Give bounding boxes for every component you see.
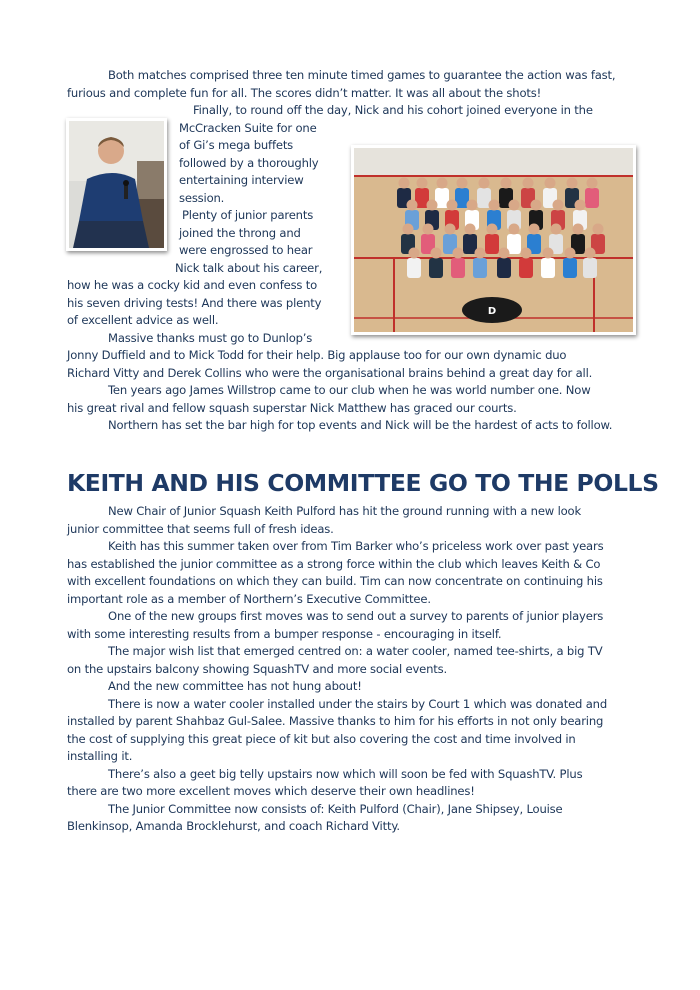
person-head — [523, 178, 534, 189]
section-line: on the upstairs balcony showing SquashTV and more social events. — [67, 661, 448, 676]
article-line: his seven driving tests! And there was plenty — [67, 295, 322, 310]
person-head — [551, 224, 562, 235]
section-line: One of the new groups first moves was to send out a survey to parents of junior players — [108, 609, 604, 623]
person-figure — [519, 258, 533, 278]
article-line: Jonny Duffield and to Mick Todd for their help. Big applause too for our own dynamic duo — [67, 348, 567, 362]
section-line: There is now a water cooler installed under the stairs by Court 1 which was donated and — [108, 696, 608, 711]
article-line: Finally, to round off the day, Nick and his cohort joined everyone in the — [193, 103, 593, 117]
person-head — [465, 224, 476, 235]
person-head — [509, 224, 520, 235]
person-head — [427, 200, 438, 211]
section-line: with excellent foundations on which they can build. Tim can now concentrate on continuing his — [67, 574, 603, 588]
person-head — [423, 224, 434, 235]
person-head — [567, 178, 578, 189]
person-head — [403, 224, 414, 235]
group-photo — [351, 145, 636, 335]
person-figure — [585, 188, 599, 208]
article-line: of excellent advice as well. — [67, 313, 219, 327]
person-figure — [451, 258, 465, 278]
person-figure — [485, 234, 499, 254]
person-head — [409, 248, 420, 259]
article-line: followed by a thoroughly — [179, 155, 319, 170]
section-line: And the new committee has not hung about! — [108, 679, 362, 693]
person-head — [479, 178, 490, 189]
person-head — [573, 224, 584, 235]
person-head — [529, 224, 540, 235]
person-head — [475, 248, 486, 259]
svg-text:D: D — [487, 306, 497, 317]
person-figure — [541, 258, 555, 278]
article-line: Nick talk about his career, — [175, 260, 323, 275]
person-head — [437, 178, 448, 189]
section-line: Blenkinsop, Amanda Brocklehurst, and coach Richard Vitty. — [67, 819, 400, 833]
person-head — [593, 224, 604, 235]
section-line: installed by parent Shahbaz Gul-Salee. Massive thanks to him for his efforts in not only bearing — [67, 714, 604, 728]
person-head — [543, 248, 554, 259]
person-head — [417, 178, 428, 189]
article-line: his great rival and fellow squash superstar Nick Matthew has graced our courts. — [67, 400, 517, 415]
person-head — [565, 248, 576, 259]
person-figure — [583, 258, 597, 278]
article-line: McCracken Suite for one — [179, 120, 317, 135]
section-line: with some interesting results from a bumper response - encouraging in itself. — [67, 626, 502, 641]
person-head — [447, 200, 458, 211]
person-head — [509, 200, 520, 211]
person-figure — [429, 258, 443, 278]
person-figure — [473, 258, 487, 278]
article-line: Ten years ago James Willstrop came to our club when he was world number one. Now — [108, 383, 591, 397]
section-line: The Junior Committee now consists of: Keith Pulford (Chair), Jane Shipsey, Louise — [108, 801, 563, 816]
section-line: Keith has this summer taken over from Tim Barker who’s priceless work over past years — [108, 539, 604, 553]
article-line: Both matches comprised three ten minute timed games to guarantee the action was fast, — [108, 68, 616, 82]
article-line: Plenty of junior parents — [182, 208, 314, 222]
person-head — [531, 200, 542, 211]
person-head — [445, 224, 456, 235]
portrait-photo — [66, 118, 167, 251]
person-figure — [563, 258, 577, 278]
person-figure — [497, 258, 511, 278]
article-line: of Gi’s mega buffets — [179, 138, 294, 152]
person-figure — [407, 258, 421, 278]
article-line: session. — [179, 190, 225, 205]
person-head — [453, 248, 464, 259]
person-head — [587, 178, 598, 189]
person-head — [399, 178, 410, 189]
article-line: Richard Vitty and Derek Collins who were the organisational brains behind a great day for all. — [67, 365, 593, 380]
person-head — [521, 248, 532, 259]
person-head — [553, 200, 564, 211]
section-line: installing it. — [67, 749, 133, 763]
article-line: entertaining interview — [179, 173, 304, 187]
section-line: The major wish list that emerged centred on: a water cooler, named tee-shirts, a big TV — [108, 644, 603, 658]
person-head — [487, 224, 498, 235]
section-line: There’s also a geet big telly upstairs now which will soon be fed with SquashTV. Plus — [108, 766, 583, 781]
person-head — [585, 248, 596, 259]
section-line: has established the junior committee as a strong force within the club which leaves Keith & Co — [67, 556, 601, 571]
person-head — [499, 248, 510, 259]
person-head — [407, 200, 418, 211]
person-head — [501, 178, 512, 189]
article-line: were engrossed to hear — [179, 243, 313, 257]
article-line: furious and complete fun for all. The scores didn’t matter. It was all about the shots! — [67, 85, 542, 100]
article-line: Northern has set the bar high for top events and Nick will be the hardest of acts to follow. — [108, 418, 613, 432]
person-head — [467, 200, 478, 211]
section-line: there are two more excellent moves which deserve their own headlines! — [67, 784, 475, 798]
section-line: junior committee that seems full of fresh ideas. — [67, 521, 334, 536]
person-head — [431, 248, 442, 259]
person-head — [489, 200, 500, 211]
section-line: important role as a member of Northern’s Executive Committee. — [67, 591, 431, 606]
article-line: how he was a cocky kid and even confess to — [67, 278, 318, 292]
person-head — [545, 178, 556, 189]
section-line: New Chair of Junior Squash Keith Pulford has hit the ground running with a new look — [108, 504, 581, 518]
person-head — [457, 178, 468, 189]
article-line: joined the throng and — [179, 225, 301, 240]
person-head — [575, 200, 586, 211]
section-headline: KEITH AND HIS COMMITTEE GO TO THE POLLS — [67, 469, 659, 497]
article-line: Massive thanks must go to Dunlop’s — [108, 330, 313, 345]
section-line: the cost of supplying this great piece of kit but also covering the cost and time involved in — [67, 731, 576, 746]
